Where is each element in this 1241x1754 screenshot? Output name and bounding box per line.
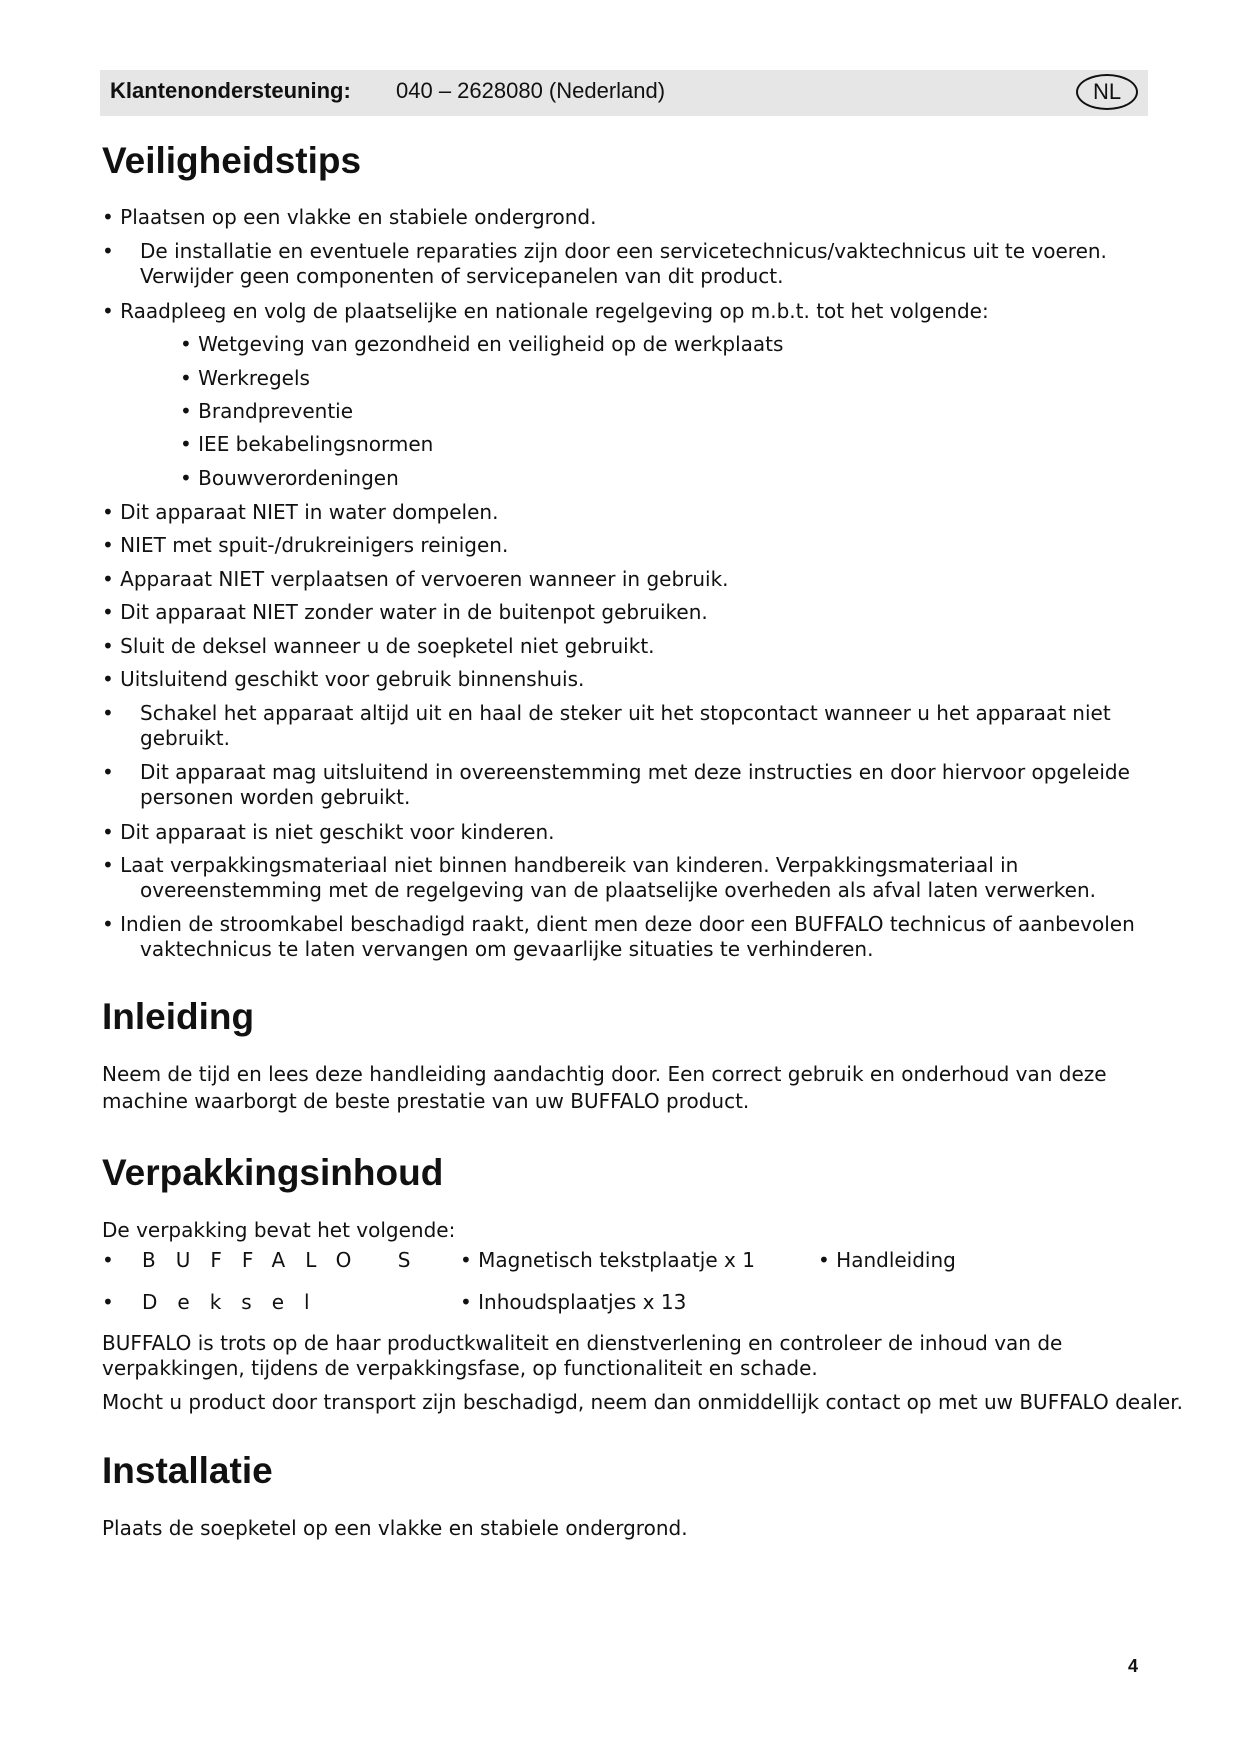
bullet-icon: • bbox=[102, 239, 114, 263]
contents-paragraph-line: BUFFALO is trots op de haar productkwaliteit en dienstverlening en controleer de inhoud van de bbox=[102, 1331, 1063, 1355]
support-phone: 040 – 2628080 (Nederland) bbox=[396, 78, 666, 103]
safety-item: • Laat verpakkingsmateriaal niet binnen handbereik van kinderen. Verpakkingsmateriaal in bbox=[102, 853, 1019, 877]
contents-heading: Verpakkingsinhoud bbox=[102, 1152, 444, 1193]
contents-item-magnet bbox=[460, 1248, 755, 1273]
safety-item-text: De installatie en eventuele reparaties zijn door een servicetechnicus/vaktechnicus uit te voeren. bbox=[140, 239, 1107, 263]
contents-paragraph-line: Mocht u product door transport zijn beschadigd, neem dan onmiddellijk contact op met uw BUFFALO dealer. bbox=[102, 1390, 1183, 1414]
contents-lead: De verpakking bevat het volgende: bbox=[102, 1218, 456, 1242]
safety-item-text: Dit apparaat mag uitsluitend in overeenstemming met deze instructies en door hiervoor opgeleide bbox=[140, 760, 1130, 784]
contents-item-plates: • Inhoudsplaatjes x 13 bbox=[460, 1290, 687, 1314]
page-number: 4 bbox=[1128, 1656, 1139, 1676]
safety-item-cont: personen worden gebruikt. bbox=[140, 785, 411, 809]
safety-item-cont: gebruikt. bbox=[140, 726, 230, 750]
bullet-icon: • bbox=[102, 701, 114, 725]
contents-item-manual: • Handleiding bbox=[818, 1248, 956, 1272]
safety-item: • Plaatsen op een vlakke en stabiele ondergrond. bbox=[102, 205, 597, 229]
safety-item: • Dit apparaat NIET zonder water in de buitenpot gebruiken. bbox=[102, 600, 708, 624]
bullet-icon: • bbox=[102, 1248, 114, 1272]
install-text: Plaats de soepketel op een vlakke en stabiele ondergrond. bbox=[102, 1516, 688, 1540]
contents-item-kettle bbox=[102, 1248, 431, 1273]
safety-item: • Raadpleeg en volg de plaatselijke en nationale regelgeving op m.b.t. tot het volgende: bbox=[102, 299, 989, 323]
support-label: Klantenondersteuning: bbox=[110, 78, 351, 103]
contents-paragraph-line: verpakkingen, tijdens de verpakkingsfase, op functionaliteit en schade. bbox=[102, 1356, 818, 1380]
contents-item-text: BUFFALO S bbox=[142, 1248, 431, 1272]
regulation-item: • Werkregels bbox=[180, 366, 310, 390]
bullet-icon: • bbox=[460, 1248, 472, 1272]
safety-item: • Apparaat NIET verplaatsen of vervoeren wanneer in gebruik. bbox=[102, 567, 729, 591]
language-badge: NL bbox=[1076, 74, 1138, 110]
safety-heading: Veiligheidstips bbox=[102, 140, 362, 181]
regulation-item: • Wetgeving van gezondheid en veiligheid op de werkplaats bbox=[180, 332, 784, 356]
intro-text-line: Neem de tijd en lees deze handleiding aandachtig door. Een correct gebruik en onderhoud van deze bbox=[102, 1062, 1107, 1086]
install-heading: Installatie bbox=[102, 1450, 273, 1491]
intro-heading: Inleiding bbox=[102, 996, 255, 1037]
contents-item-lid bbox=[102, 1290, 330, 1315]
safety-item: • Dit apparaat NIET in water dompelen. bbox=[102, 500, 499, 524]
safety-item: • NIET met spuit-/drukreinigers reinigen. bbox=[102, 533, 509, 557]
safety-item-cont: Verwijder geen componenten of servicepanelen van dit product. bbox=[140, 264, 784, 288]
regulation-item: • Bouwverordeningen bbox=[180, 466, 399, 490]
bullet-icon: • bbox=[102, 760, 114, 784]
intro-text-line: machine waarborgt de beste prestatie van uw BUFFALO product. bbox=[102, 1089, 750, 1113]
safety-item: • Sluit de deksel wanneer u de soepketel niet gebruikt. bbox=[102, 634, 655, 658]
regulation-item: • IEE bekabelingsnormen bbox=[180, 432, 434, 456]
contents-item-text: Deksel bbox=[142, 1290, 330, 1314]
safety-item: • Uitsluitend geschikt voor gebruik binnenshuis. bbox=[102, 667, 585, 691]
contents-item-text: Magnetisch tekstplaatje x 1 bbox=[478, 1248, 755, 1272]
support-header-bar bbox=[100, 70, 1148, 116]
regulation-item: • Brandpreventie bbox=[180, 399, 354, 423]
safety-item: • Indien de stroomkabel beschadigd raakt, dient men deze door een BUFFALO technicus of aanbevolen bbox=[102, 912, 1135, 936]
bullet-icon: • bbox=[102, 1290, 114, 1314]
safety-item-cont: vaktechnicus te laten vervangen om gevaarlijke situaties te verhinderen. bbox=[140, 937, 874, 961]
safety-item-text: Schakel het apparaat altijd uit en haal de steker uit het stopcontact wanneer u het apparaat niet bbox=[140, 701, 1111, 725]
safety-item: • Dit apparaat is niet geschikt voor kinderen. bbox=[102, 820, 555, 844]
safety-item-cont: overeenstemming met de regelgeving van de plaatselijke overheden als afval laten verwerken. bbox=[140, 878, 1096, 902]
